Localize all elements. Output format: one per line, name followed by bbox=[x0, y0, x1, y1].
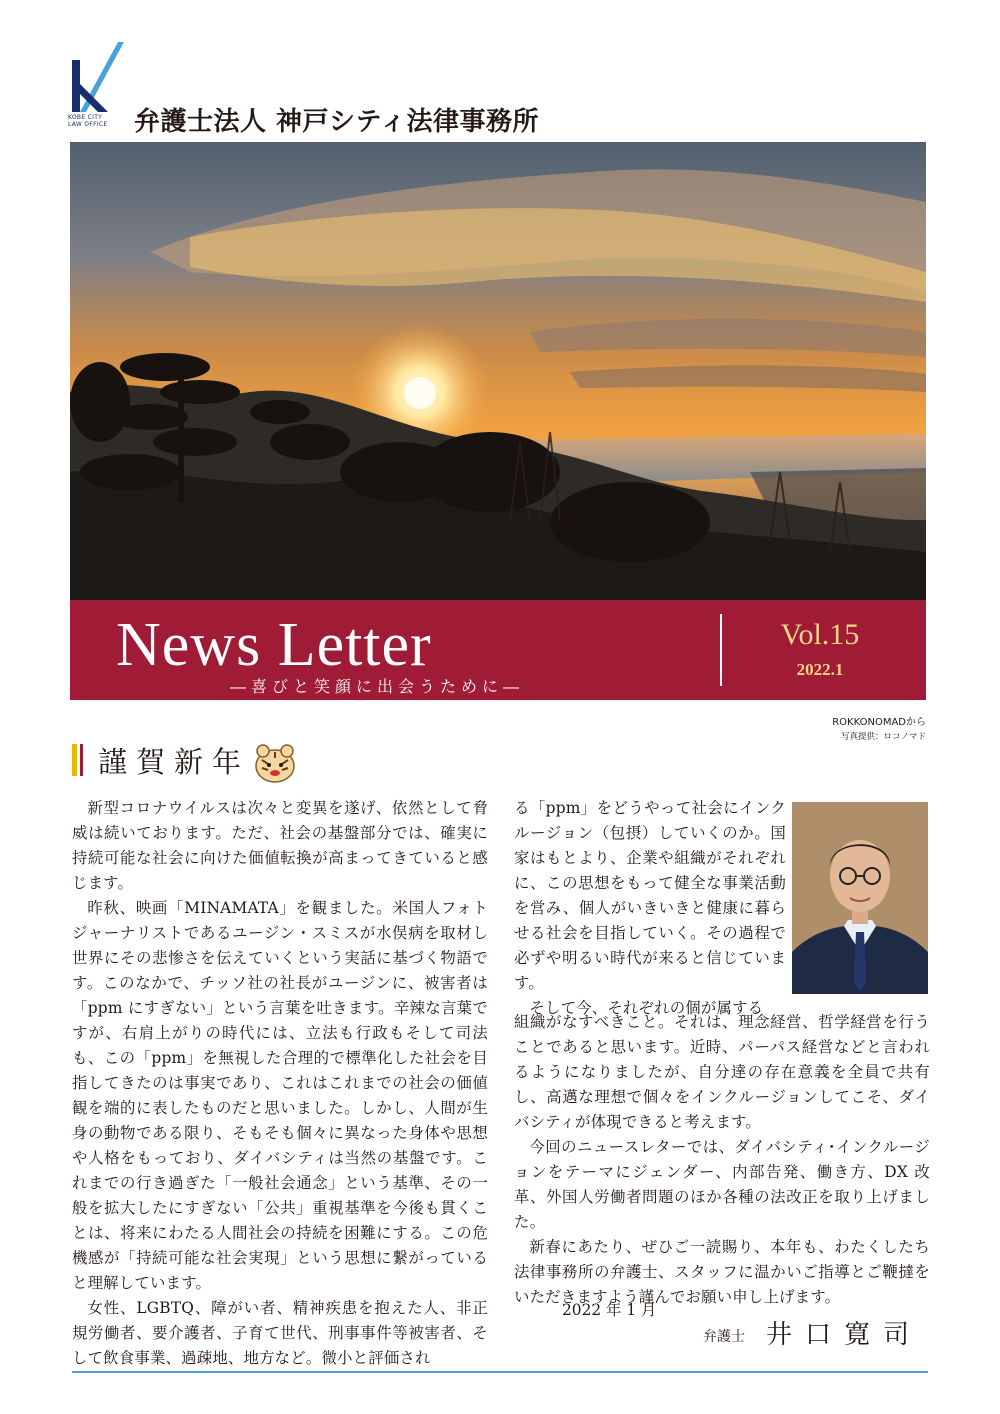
newsletter-subtitle: ―喜びと笑顔に出会うために― bbox=[230, 677, 525, 696]
newsletter-banner bbox=[70, 600, 926, 700]
photo-credit-provider: 写真提供：ロコノマド bbox=[840, 732, 926, 742]
section-bar-yellow bbox=[72, 744, 77, 776]
article-right-top bbox=[514, 796, 786, 1021]
signature-date: 2022 年 1 月 bbox=[562, 1301, 657, 1319]
volume-number: Vol.15 bbox=[780, 618, 860, 651]
footer-divider bbox=[72, 1371, 928, 1373]
firm-logo bbox=[68, 40, 128, 120]
article-left-column bbox=[72, 796, 488, 1371]
section-title: 謹賀新年 bbox=[98, 745, 251, 779]
signature-role: 弁護士 bbox=[703, 1329, 745, 1345]
logo-caption-line1: KOBE CITY bbox=[68, 114, 103, 121]
article-right-bottom bbox=[514, 1010, 930, 1310]
photo-credit-source: ROKKONOMADから bbox=[832, 717, 926, 728]
article-paragraph-3: 女性、LGBTQ、障がい者、精神疾患を抱えた人、非正規労働者、要介護者、子育て世代、刑事事件等被害者、そして飲食事業、過疎地、地方など。微小と評価され bbox=[72, 1299, 488, 1367]
newsletter-title: News Letter bbox=[116, 611, 432, 679]
hero-photo bbox=[70, 142, 926, 600]
signature-name: 井口寛司 bbox=[766, 1320, 923, 1350]
logo-caption bbox=[68, 114, 107, 128]
article-paragraph-5: 今回のニュースレターでは、ダイバシティ･インクルージョンをテーマにジェンダー、内部告発、働き方、DX 改革、外国人労働者問題のほか各種の法改正を取り上げました。 bbox=[514, 1138, 930, 1231]
firm-name: 弁護士法人 神戸シティ法律事務所 bbox=[134, 107, 539, 137]
issue-date: 2022.1 bbox=[796, 660, 844, 679]
article-paragraph-6: 新春にあたり、ぜひご一読賜り、本年も、わたくしたち法律事務所の弁護士、スタッフに温かいご指導とご鞭撻をいただきますよう謹んでお願い申し上げます。 bbox=[514, 1238, 930, 1306]
article-paragraph-2: 昨秋、映画「MINAMATA」を観ました。米国人フォトジャーナリストであるユージン・スミスが水俣病を取材し世界にその悲惨さを伝えていくという実話に基づく物語です。このなかで、チッソ社の社長がユージンに、被害者は「ppm にすぎない」という言葉を吐きます。辛辣な言葉ですが、右肩上がりの時代には、立法も行政もそして司法も、この「ppm」を無視した合理的で標準化した社会を目指してきたのは事実であり、これはこれまでの社会の価値観を端的に表したものだと思いました。しかし、人間が生身の動物である限り、そもそも個々に異なった身体や思想や人格をもっており、ダイバシティは当然の基盤です。これまでの行き過ぎた「一般社会通念」という基準、その一般を拡大したにすぎない「公共」重視基準を今後も貫くことは、将来にわたる人間社会の持続を困難にする。この危機感が「持続可能な社会実現」という思想に繋がっていると理解しています。 bbox=[72, 899, 488, 1292]
section-bar-red bbox=[80, 744, 83, 776]
author-portrait bbox=[792, 802, 928, 994]
article-paragraph-4-start: そして今、それぞれの個が属する bbox=[529, 999, 764, 1017]
article-paragraph-1: 新型コロナウイルスは次々と変異を遂げ、依然として脅威は続いております。ただ、社会の基盤部分では、確実に持続可能な社会に向けた価値転換が高まってきていると感じます。 bbox=[72, 799, 488, 892]
tiger-icon bbox=[252, 740, 298, 784]
logo-caption-line2: LAW OFFICE bbox=[68, 121, 108, 128]
article-paragraph-4-cont: 組織がなすべきこと。それは、理念経営、哲学経営を行うことであると思います。近時、パーパス経営などと言われるようになりましたが、自分達の存在意義を全員で共有し、高邁な理想で個々をインクルージョンしてこそ、ダイバシティが体現できると考えます。 bbox=[514, 1013, 930, 1131]
article-continuation: る「ppm」をどうやって社会にインクルージョン（包摂）していくのか。国家はもとより、企業や組織がそれぞれに、この思想をもって健全な事業活動を営み、個人がいきいきと健康に暮らせる社会を目指していく。その過程で必ずや明るい時代が来ると信じています。 bbox=[514, 799, 786, 992]
banner-divider bbox=[720, 614, 722, 686]
